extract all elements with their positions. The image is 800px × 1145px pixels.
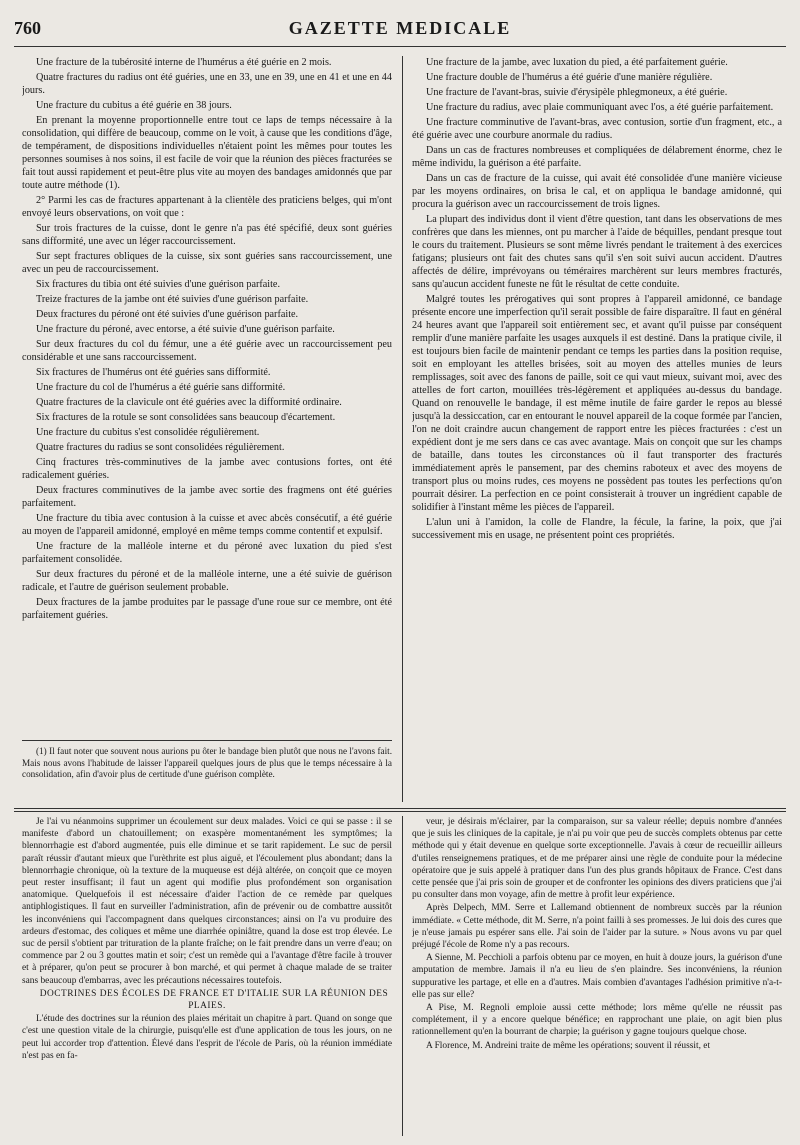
top-right-column (412, 56, 782, 802)
section-heading: DOCTRINES DES ÉCOLES DE FRANCE ET D'ITALIE SUR LA RÉUNION DES PLAIES. (39, 988, 389, 1012)
header-rule (14, 46, 786, 47)
paragraph: Dans un cas de fractures nombreuses et compliquées de délabrement énorme, chez le même individu, la guérison a été parfaite. (412, 145, 782, 169)
paragraph: En prenant la moyenne proportionnelle entre tout ce laps de temps nécessaire à la consolidation, qui diffère de beaucoup, comme on le voit, à cause que les conditions d'âge, de tempérament, de dispositions individuelles n'étaient point les mêmes pour toutes les personnes soumises à nos soins, il est facile de voir que la réunion des pièces fracturées se fait tout aussi rapidement et peut-être plus vite au moyen des bandages amidonnés que par toute autre méthode (1). (22, 115, 392, 191)
paragraph: Six fractures de l'humérus ont été guéries sans difformité. (36, 367, 271, 378)
paragraph: Après Delpech, MM. Serre et Lallemand obtiennent de nombreux succès par la réunion immédiate. « Cette méthode, dit M. Serre, n'a point failli à ses promesses. Je lui dois des cures que je n'euse jamais pu espérer sans elle. J'ai soin de l'aider par la suture. » Nous avons vu par quel préjugé l'école de Rome n'y a pas recours. (412, 903, 782, 951)
top-left-column (22, 56, 392, 734)
paragraph: Deux fractures du péroné ont été suivies d'une guérison parfaite. (36, 309, 299, 320)
paragraph: Sur sept fractures obliques de la cuisse, six sont guéries sans raccourcissement, une avec un peu de raccourcissement. (22, 251, 392, 275)
masthead-title: GAZETTE MEDICALE (288, 18, 512, 38)
paragraph: Une fracture du tibia avec contusion à la cuisse et avec abcès consécutif, a été guérie au moyen de l'appareil amidonné, employé en même temps comme contentif et expulsif. (22, 513, 392, 537)
footnote-rule (22, 740, 392, 741)
paragraph: L'étude des doctrines sur la réunion des plaies méritait un chapitre à part. Quand on songe que c'est une question vitale de la chirurgie, puisqu'elle est d'une application de tous les jours, on ne peut lui accorder trop d'attention. Élevé dans l'esprit de l'école de Paris, où la réunion immédiate n'est pas en fa- (22, 1014, 392, 1061)
paragraph: Malgré toutes les prérogatives qui sont propres à l'appareil amidonné, ce bandage présente encore une imperfection qu'il serait possible de faire disparaître. Il faut en général 24 heures avant que l'appareil soit entièrement sec, et avant qu'il puisse par conséquent remplir d'une manière parfaite les usages auxquels il est destiné. Dans la pratique civile, il est toujours bien facile de maintenir pendant ce temps les parties dans la position requise, soit en employant les attelles brisées, soit au moyen des attelles munies de leurs remplissages, soit avec des fanons de paille, soit ce qui vaut mieux, suivant moi, avec des attelles de fort carton, mouillées très-légèrement et appliquées au-dessus du bandage. Quand on renouvelle le bandage, il est même inutile de faire garder le repos au blessé jusqu'à la dessiccation, car en entourant le nouvel appareil de la coque formée par l'ancien, l'on ne doit craindre aucun changement de rapport entre les pièces fracturées : c'est un expédient dont je me sers dans ce cas avec avantage. Mais on conçoit que sur les champs de bataille, dans toutes les circonstances où il faut transporter des fracturés immédiatement après le pansement, par des chemins raboteux et avec des moyens de transport plus ou moins rudes, ces moyens ne possèdent pas toutes les perfections qu'on pourrait désirer. La perfection en ce point consisterait à trouver un ingrédient capable de solidifier à l'instant même les pièces de l'appareil. (412, 294, 782, 513)
paragraph: Deux fractures de la jambe produites par le passage d'une roue sur ce membre, ont été parfaitement guéries. (22, 597, 392, 621)
bottom-right-column (412, 816, 782, 1136)
paragraph: A Pise, M. Regnoli emploie aussi cette méthode; lors même qu'elle ne réussit pas complétement, il y a encore quelque bénéfice; en rapprochant une plaie, on agit bien plus rationnellement qu'en la bourrant de charpie; la guérison y gagne toujours quelque chose. (412, 1003, 782, 1038)
paragraph: Une fracture de l'avant-bras, suivie d'érysipèle phlegmoneux, a été guérie. (426, 87, 728, 98)
paragraph: Une fracture du cubitus a été guérie en 38 jours. (36, 100, 232, 111)
paragraph: Sur deux fractures du col du fémur, une a été guérie avec un raccourcissement peu considérable et une sans raccourcissement. (22, 339, 392, 363)
paragraph: Une fracture de la jambe, avec luxation du pied, a été parfaitement guérie. (426, 57, 728, 68)
paragraph: Quatre fractures du radius ont été guéries, une en 33, une en 39, une en 41 et une en 44 jours. (22, 72, 392, 96)
paragraph: 2° Parmi les cas de fractures appartenant à la clientèle des praticiens belges, qui m'ont envoyé leurs observations, on voit que : (22, 195, 392, 219)
column-divider-top (402, 56, 403, 802)
paragraph: Une fracture du cubitus s'est consolidée régulièrement. (36, 427, 260, 438)
footnote (22, 746, 392, 798)
paragraph: Deux fractures comminutives de la jambe avec sortie des fragmens ont été guéries parfaitement. (22, 485, 392, 509)
paragraph: Sur trois fractures de la cuisse, dont le genre n'a pas été spécifié, deux sont guéries sans difformité, une avec un léger raccourcissement. (22, 223, 392, 247)
section-rule-double (14, 811, 786, 812)
paragraph: Dans un cas de fracture de la cuisse, qui avait été consolidée d'une manière vicieuse par les moyens ordinaires, on brisa le cal, et on appliqua le bandage amidonné, qui procura la guérison avec un raccourcissement de trois lignes. (412, 173, 782, 210)
paragraph: Je l'ai vu néanmoins supprimer un écoulement sur deux malades. Voici ce qui se passe : il se manifeste d'abord un chatouillement; on exaspère momentanément les symptômes; la blennorrhagie est d'abord augmentée, puis elle diminue et se tarit rapidement. Le suc de persil paraît réussir d'autant mieux que l'urèthrite est plus aiguë, et l'écoulement plus abondant; dans la blennorrhagie chronique, où la texture de la muqueuse est déjà altérée, on conçoit que ce moyen peut rester insuffisant; il faut un agent qui modifie plus profondément son organisation anatomique. Quelquefois il est nécessaire d'aider l'action de ce remède par quelques antiphlogistiques. Il faut en surveiller l'administration, afin de prévenir ou de combattre aussitôt les inconvéniens qui l'accompagnent dans quelques circonstances; ainsi on l'a vu produire des ardeurs d'estomac, des coliques et même une diarrhée opiniâtre, quand la dose est trop élevée. Le suc de persil s'obtient par trituration de la plante fraîche; on le fait prendre dans un verre d'eau; on commence par 2 ou 3 gouttes matin et soir; c'est un remède qui a l'avantage d'être facile à trouver et à préparer, qu'on peut se procurer à bon marché, et qui permet à chaque malade de se traiter sans beaucoup d'embarras, avec les précautions nécessaires toutefois. (22, 817, 392, 986)
paragraph: Treize fractures de la jambe ont été suivies d'une guérison parfaite. (36, 294, 309, 305)
paragraph: Une fracture du col de l'humérus a été guérie sans difformité. (36, 382, 286, 393)
paragraph: Une fracture du radius, avec plaie communiquant avec l'os, a été guérie parfaitement. (426, 102, 774, 113)
column-divider-bottom (402, 816, 403, 1136)
paragraph: Une fracture de la tubérosité interne de l'humérus a été guérie en 2 mois. (36, 57, 332, 68)
paragraph: Quatre fractures du radius se sont consolidées régulièrement. (36, 442, 285, 453)
paragraph: veur, je désirais m'éclairer, par la comparaison, sur sa valeur réelle; depuis nombre d'années que je suis les cliniques de la capitale, je n'ai pu voir que peu de succès complets obtenus par cette méthode qui y était devenue en quelque sorte exceptionnelle. J'avais à cœur de recueillir ailleurs d'utiles renseignemens pratiques, et de me préparer ainsi une règle de conduite pour la médecine opératoire que je suis appelé à pratiquer dans l'un des plus grands hôpitaux de France. C'est dans cette pensée que j'ai pris soin de grouper et de confronter les opinions des divers praticiens que j'ai pu consulter dans mon voyage, afin de mettre à profit leur expérience. (412, 817, 782, 901)
paragraph: La plupart des individus dont il vient d'être question, tant dans les observations de mes confrères que dans les miennes, ont pu marcher à l'aide de béquilles, pendant presque tout le cours du traitement. Plusieurs se sont même livrés pendant le traitement à des exercices fatigans; plusieurs ont fait des chutes sans qu'il s'en soit suivi aucun accident. D'autres affectés de délire, imprévoyans ou téméraires marchèrent sur leurs membres fracturés, sans qu'aucun accident funeste ne fût le résultat de cette conduite. (412, 214, 782, 290)
paragraph: Six fractures du tibia ont été suivies d'une guérison parfaite. (36, 279, 281, 290)
paragraph: A Sienne, M. Pecchioli a parfois obtenu par ce moyen, en huit à douze jours, la guérison d'une amputation de membre. Jamais il n'a eu lieu de s'en plaindre. Ses inconvéniens, la réunion suppurative les partage, et elle en a d'autres. Mais combien d'avantages l'adhésion primitive n'a-t-elle pas sur elle? (412, 953, 782, 1000)
paragraph: Une fracture du péroné, avec entorse, a été suivie d'une guérison parfaite. (36, 324, 335, 335)
paragraph: A Florence, M. Andreini traite de même les opérations; souvent il réussit, et (426, 1040, 711, 1051)
paragraph: L'alun uni à l'amidon, la colle de Flandre, la fécule, la farine, la poix, que j'ai successivement mis en usage, ne présentent point ces propriétés. (412, 517, 782, 541)
paragraph: Une fracture de la malléole interne et du péroné avec luxation du pied s'est parfaitement consolidée. (22, 541, 392, 565)
paragraph: Cinq fractures très-comminutives de la jambe avec contusions fortes, ont été radicalement guéries. (22, 457, 392, 481)
footnote-text: (1) Il faut noter que souvent nous aurions pu ôter le bandage bien plutôt que nous ne l'avons fait. Mais nous avons l'habitude de laisser l'appareil quelques jours de plus que le temps nécessaire à la consolidation, afin d'avoir plus de certitude d'une guérison complète. (22, 746, 392, 779)
paragraph: Une fracture double de l'humérus a été guérie d'une manière régulière. (426, 72, 713, 83)
paragraph: Quatre fractures de la clavicule ont été guéries avec la difformité ordinaire. (36, 397, 342, 408)
paragraph: Six fractures de la rotule se sont consolidées sans beaucoup d'écartement. (36, 412, 336, 423)
page-number: 760 (14, 18, 41, 38)
bottom-left-column (22, 816, 392, 1136)
paragraph: Sur deux fractures du péroné et de la malléole interne, une a été suivie de guérison radicale, et l'autre de guérison seulement probable. (22, 569, 392, 593)
section-rule (14, 808, 786, 809)
page-header (14, 14, 786, 42)
paragraph: Une fracture comminutive de l'avant-bras, avec contusion, sortie d'un fragment, etc., a été guérie avec une courbure anormale du radius. (412, 117, 782, 141)
